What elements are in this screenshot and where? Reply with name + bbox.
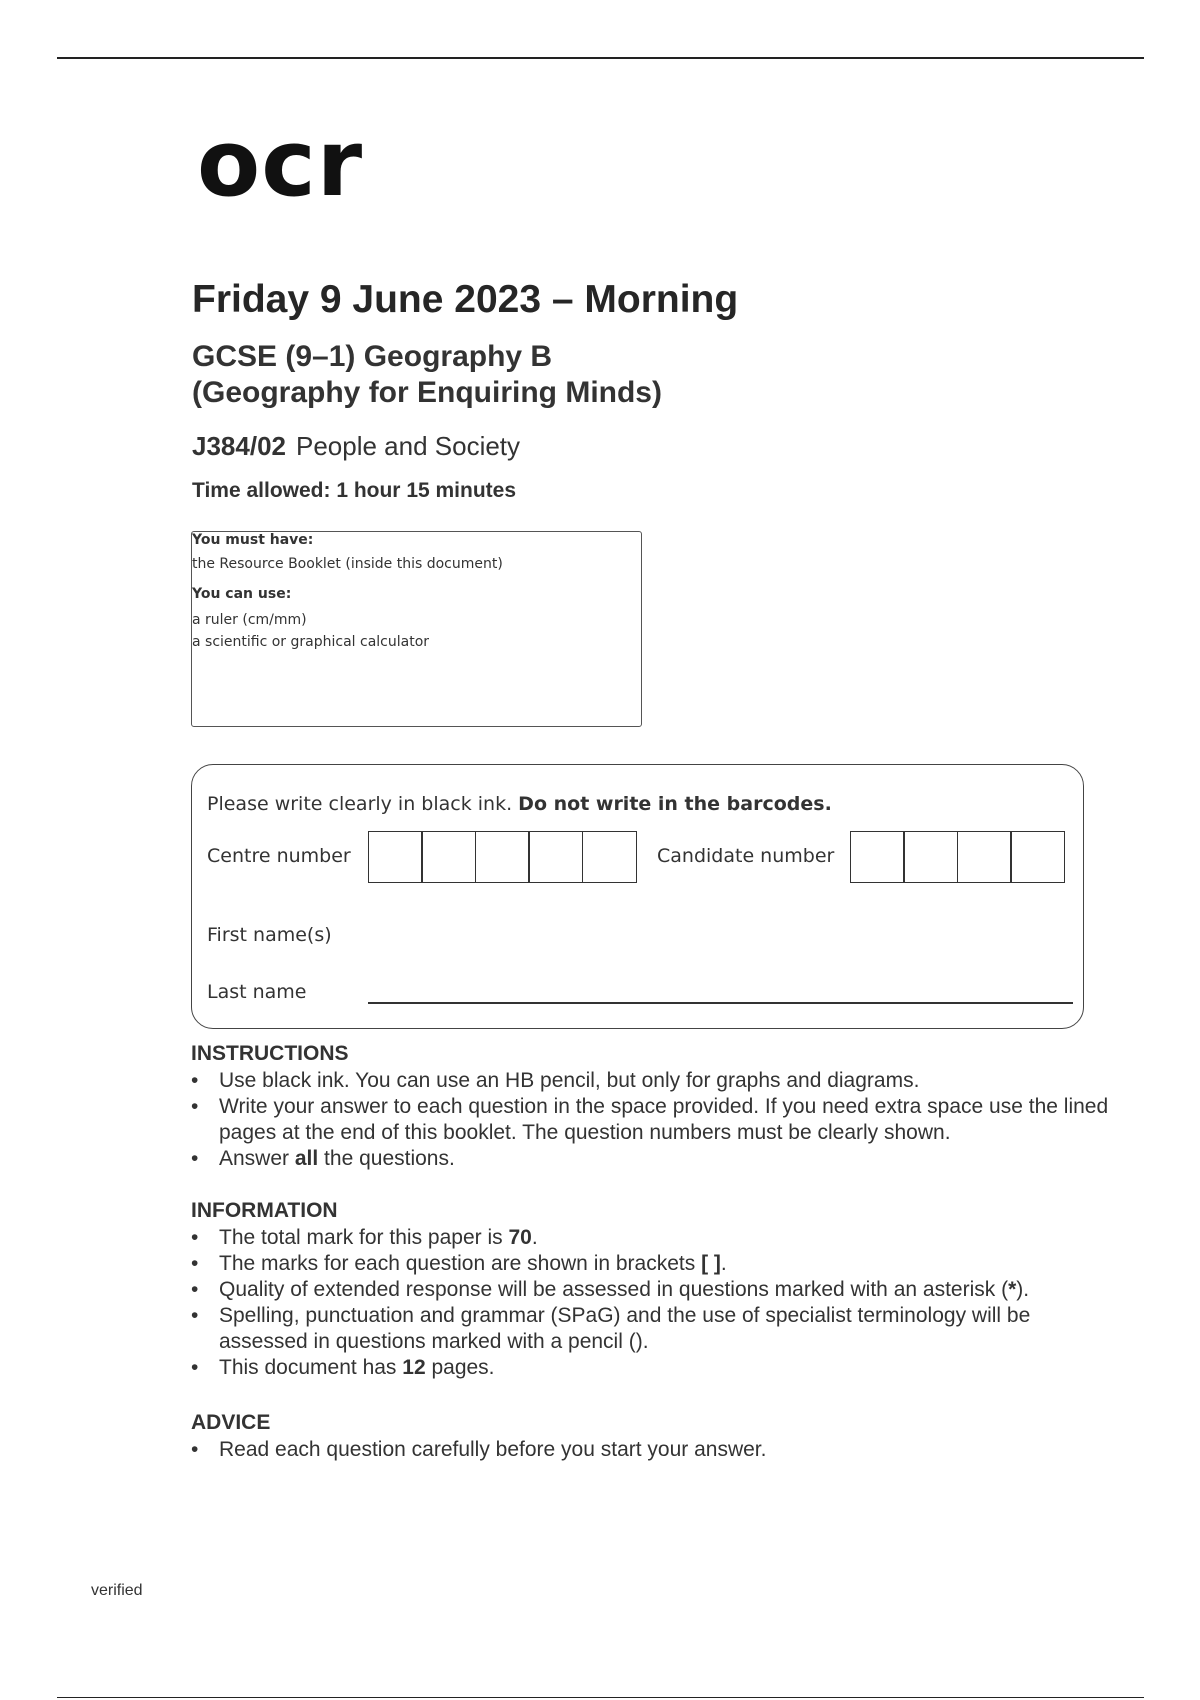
instructions-heading: INSTRUCTIONS xyxy=(191,1042,349,1065)
time-allowed: Time allowed: 1 hour 15 minutes xyxy=(192,479,517,502)
first-name-label: First name(s) xyxy=(207,924,332,946)
ink-instruction-text: Please write clearly in black ink. xyxy=(207,793,519,815)
centre-number-digit[interactable] xyxy=(528,831,583,883)
last-name-label: Last name xyxy=(207,981,307,1003)
centre-number-digit[interactable] xyxy=(582,831,637,883)
candidate-number-boxes xyxy=(851,831,1065,883)
centre-number-digit[interactable] xyxy=(368,831,423,883)
paper-code: J384/02 xyxy=(192,431,286,461)
barcode-warning: Do not write in the barcodes. xyxy=(518,793,832,815)
list-item: • The marks for each question are shown in brackets [ ]. xyxy=(191,1252,727,1275)
candidate-details-box xyxy=(191,764,1084,1029)
list-item: • Quality of extended response will be assessed in questions marked with an asterisk (*). xyxy=(191,1278,1030,1301)
ocr-logo: ocr xyxy=(197,110,364,217)
list-item: • Write your answer to each question in the space provided. If you need extra space use the lined pages at the end of this booklet. The question numbers must be clearly shown. xyxy=(191,1095,1109,1144)
subject-line-1: GCSE (9–1) Geography B xyxy=(192,340,553,373)
list-item: • The total mark for this paper is 70. xyxy=(191,1226,538,1249)
paper-title: People and Society xyxy=(295,431,521,461)
subject-line-2: (Geography for Enquiring Minds) xyxy=(192,376,662,409)
ink-instruction xyxy=(207,793,832,815)
candidate-number-digit[interactable] xyxy=(850,831,905,883)
centre-number-boxes xyxy=(369,831,637,883)
candidate-number-digit[interactable] xyxy=(957,831,1012,883)
can-use-heading: You can use: xyxy=(192,586,292,602)
bottom-rule xyxy=(57,1697,1144,1698)
advice-heading: ADVICE xyxy=(191,1411,271,1434)
centre-number-digit[interactable] xyxy=(421,831,476,883)
verified-label: verified xyxy=(91,1582,143,1599)
instructions-section xyxy=(191,1042,1119,1172)
candidate-number-digit[interactable] xyxy=(1010,831,1065,883)
can-use-item: a scientific or graphical calculator xyxy=(192,634,430,650)
must-have-heading: You must have: xyxy=(192,532,314,548)
list-item: • Use black ink. You can use an HB pencil, but only for graphs and diagrams. xyxy=(191,1069,920,1092)
candidate-number-digit[interactable] xyxy=(903,831,958,883)
can-use-item: a ruler (cm/mm) xyxy=(192,612,307,628)
list-item: • This document has 12 pages. xyxy=(191,1356,495,1379)
centre-number-digit[interactable] xyxy=(475,831,530,883)
list-item: • Spelling, punctuation and grammar (SPaG) and the use of specialist terminology will be assessed in questions marked with a pencil (). xyxy=(191,1304,1031,1353)
equipment-box xyxy=(191,531,642,727)
information-section xyxy=(191,1199,1119,1381)
advice-section xyxy=(191,1411,766,1463)
must-have-item: the Resource Booklet (inside this document) xyxy=(192,556,503,572)
information-heading: INFORMATION xyxy=(191,1199,338,1222)
subject-title xyxy=(192,339,662,411)
exam-date: Friday 9 June 2023 – Morning xyxy=(192,278,739,321)
list-item: • Answer all the questions. xyxy=(191,1147,455,1170)
list-item: • Read each question carefully before you start your answer. xyxy=(191,1438,767,1461)
last-name-line[interactable] xyxy=(368,1002,1073,1004)
candidate-number-label: Candidate number xyxy=(657,845,835,867)
centre-number-label: Centre number xyxy=(207,845,351,867)
top-rule xyxy=(57,57,1144,59)
paper-heading xyxy=(192,431,520,462)
